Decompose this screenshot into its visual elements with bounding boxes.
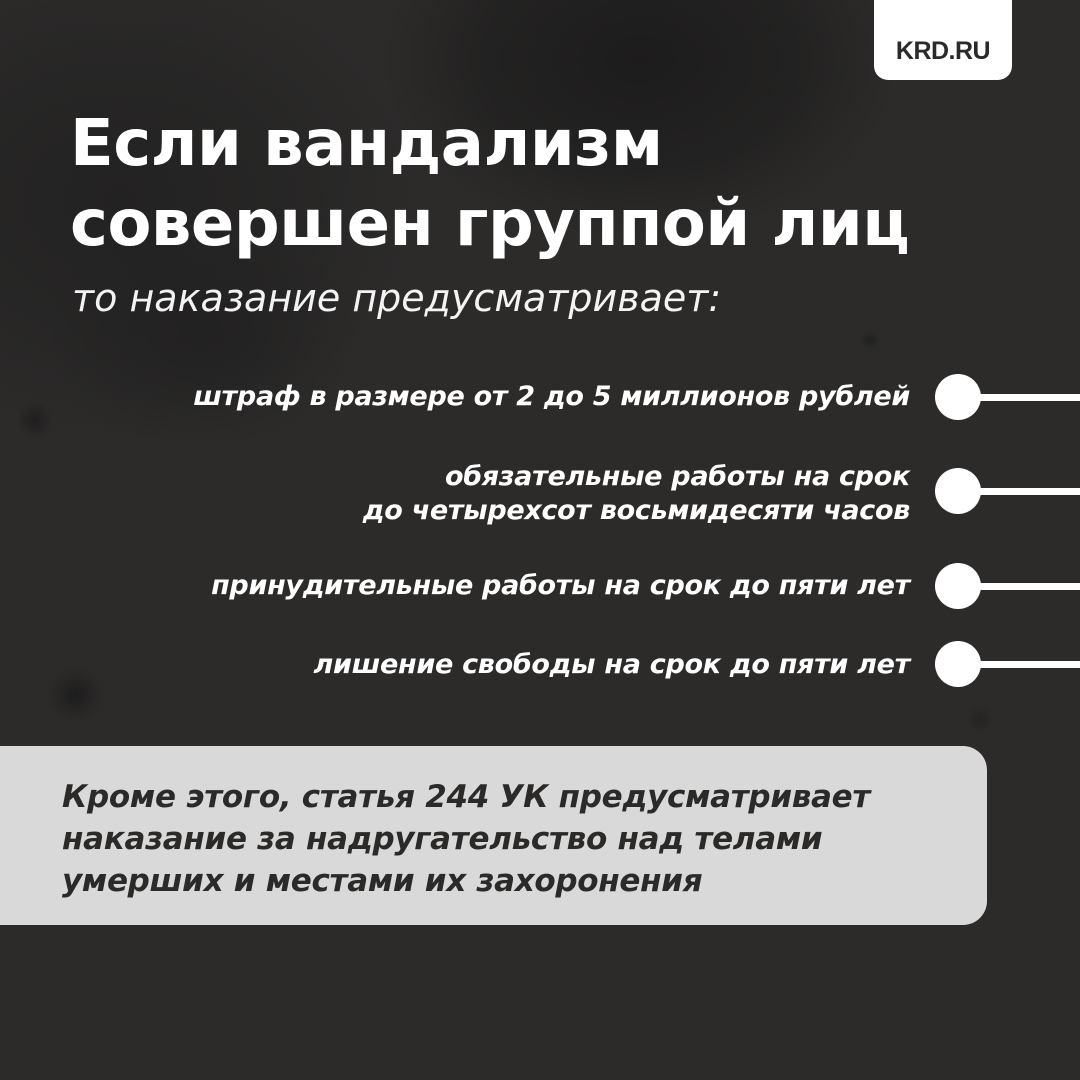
penalty-item-forced-labor [211, 569, 910, 603]
penalty-fine-text: штраф в размере от 2 до 5 миллионов рублей [193, 381, 910, 412]
note-line-3: умерших и местами их захоронения [62, 863, 703, 899]
bullet-dot-icon [935, 563, 981, 609]
penalty-item-imprisonment [314, 648, 910, 682]
penalty-mandatory-work-line-1: обязательные работы на срок [444, 461, 910, 492]
brand-logo-text: KRD.RU [895, 37, 991, 65]
penalty-mandatory-work-line-2: до четырехсот восьмидесяти часов [362, 495, 910, 526]
note-line-2: наказание за надругательство над телами [62, 821, 823, 857]
penalty-imprisonment-text: лишение свободы на срок до пяти лет [313, 649, 910, 680]
headline-line-2: совершен группой лиц [70, 187, 910, 261]
penalty-item-fine [193, 380, 910, 414]
note-box [0, 746, 987, 925]
bullet-dot-icon [935, 374, 981, 420]
note-text [62, 776, 987, 902]
headline-line-1: Если вандализм [70, 107, 663, 181]
penalty-item-mandatory-work [363, 460, 910, 528]
brand-logo[interactable] [874, 0, 1012, 80]
subtitle: то наказание предусматривает: [72, 276, 722, 320]
headline [70, 104, 909, 264]
bullet-dot-icon [935, 641, 981, 687]
note-line-1: Кроме этого, статья 244 УК предусматривает [62, 779, 871, 815]
bullet-dot-icon [935, 468, 981, 514]
penalty-forced-labor-text: принудительные работы на срок до пяти лет [211, 570, 910, 601]
